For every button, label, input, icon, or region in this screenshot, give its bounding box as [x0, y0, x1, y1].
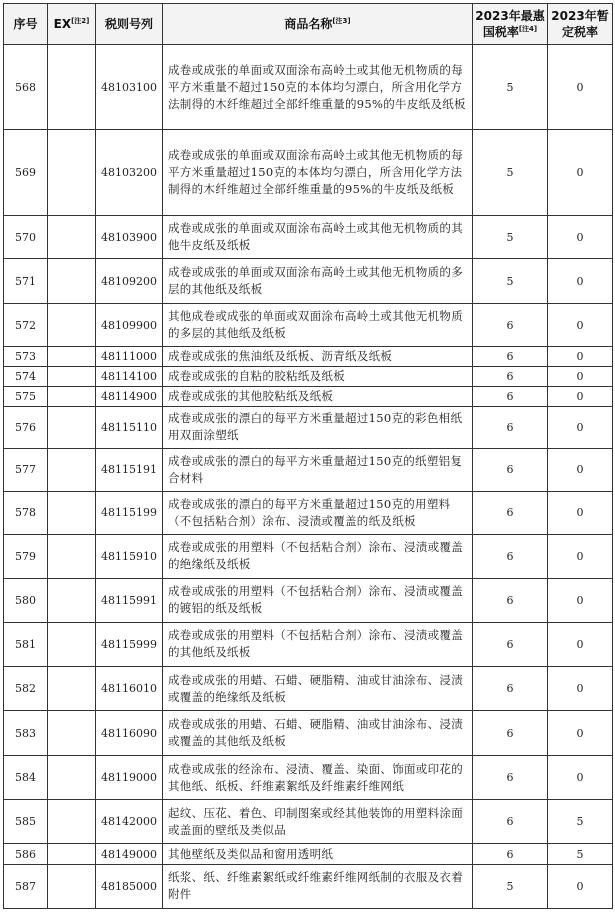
cell-code: 48142000: [96, 800, 163, 844]
cell-temp-rate: 0: [548, 534, 613, 578]
cell-ex: [48, 756, 96, 800]
cell-temp-rate: 0: [548, 711, 613, 756]
cell-code: 48119000: [96, 756, 163, 800]
cell-mfn-rate: 6: [473, 800, 548, 844]
cell-temp-rate: 0: [548, 130, 613, 216]
table-row: [4, 800, 613, 844]
table-row: [4, 304, 613, 347]
cell-mfn-rate: 6: [473, 347, 548, 366]
cell-seq: 586: [4, 844, 48, 864]
table-row: [4, 666, 613, 710]
cell-seq: 570: [4, 216, 48, 259]
cell-mfn-rate: 6: [473, 844, 548, 864]
table-row: [4, 216, 613, 259]
cell-ex: [48, 622, 96, 666]
cell-name: 成卷或成张的漂白的每平方米重量超过150克的彩色相纸用双面涂塑纸: [163, 406, 473, 448]
cell-ex: [48, 864, 96, 908]
header-mfn-rate: 2023年最惠 国税率[注4]: [473, 4, 548, 45]
table-row: [4, 844, 613, 864]
cell-seq: 587: [4, 864, 48, 908]
cell-code: 48115910: [96, 534, 163, 578]
cell-name: 成卷或成张的用塑料（不包括粘合剂）涂布、浸渍或覆盖的绝缘纸及纸板: [163, 534, 473, 578]
cell-name: 成卷或成张的用塑料（不包括粘合剂）涂布、浸渍或覆盖的其他纸及纸板: [163, 622, 473, 666]
cell-code: 48109200: [96, 259, 163, 304]
cell-temp-rate: 0: [548, 387, 613, 406]
cell-temp-rate: 0: [548, 448, 613, 491]
cell-mfn-rate: 6: [473, 406, 548, 448]
cell-code: 48103100: [96, 45, 163, 130]
cell-seq: 582: [4, 666, 48, 710]
cell-temp-rate: 0: [548, 756, 613, 800]
header-code: 税则号列: [96, 4, 163, 45]
table-row: [4, 448, 613, 491]
cell-ex: [48, 259, 96, 304]
cell-temp-rate: 0: [548, 406, 613, 448]
cell-temp-rate: 0: [548, 45, 613, 130]
cell-temp-rate: 0: [548, 347, 613, 366]
cell-mfn-rate: 6: [473, 666, 548, 710]
table-row: [4, 711, 613, 756]
cell-name: 成卷或成张的单面或双面涂布高岭土或其他无机物质的其他牛皮纸及纸板: [163, 216, 473, 259]
cell-code: 48115110: [96, 406, 163, 448]
cell-seq: 573: [4, 347, 48, 366]
cell-name: 纸浆、纸、纤维素絮纸或纤维素纤维网纸制的衣服及衣着附件: [163, 864, 473, 908]
cell-code: 48111000: [96, 347, 163, 366]
table-row: [4, 45, 613, 130]
cell-seq: 569: [4, 130, 48, 216]
cell-seq: 568: [4, 45, 48, 130]
cell-mfn-rate: 5: [473, 259, 548, 304]
cell-temp-rate: 0: [548, 666, 613, 710]
cell-mfn-rate: 6: [473, 711, 548, 756]
cell-code: 48149000: [96, 844, 163, 864]
cell-temp-rate: 5: [548, 800, 613, 844]
cell-code: 48114900: [96, 387, 163, 406]
cell-temp-rate: 0: [548, 216, 613, 259]
table-row: [4, 578, 613, 622]
cell-name: 成卷或成张的用塑料（不包括粘合剂）涂布、浸渍或覆盖的镀铝的纸及纸板: [163, 578, 473, 622]
cell-code: 48103200: [96, 130, 163, 216]
cell-mfn-rate: 6: [473, 304, 548, 347]
cell-code: 48103900: [96, 216, 163, 259]
table-body: [4, 45, 613, 909]
cell-ex: [48, 844, 96, 864]
cell-ex: [48, 491, 96, 534]
cell-temp-rate: 0: [548, 578, 613, 622]
table-row: [4, 347, 613, 366]
cell-code: 48185000: [96, 864, 163, 908]
cell-seq: 575: [4, 387, 48, 406]
cell-mfn-rate: 6: [473, 578, 548, 622]
cell-code: 48109900: [96, 304, 163, 347]
cell-seq: 571: [4, 259, 48, 304]
cell-ex: [48, 578, 96, 622]
cell-name: 成卷或成张的经涂布、浸渍、覆盖、染面、饰面或印花的其他纸、纸板、纤维素絮纸及纤维素纤维网纸: [163, 756, 473, 800]
cell-mfn-rate: 6: [473, 366, 548, 386]
cell-temp-rate: 0: [548, 622, 613, 666]
cell-mfn-rate: 5: [473, 864, 548, 908]
cell-ex: [48, 387, 96, 406]
cell-ex: [48, 45, 96, 130]
cell-ex: [48, 347, 96, 366]
table-row: [4, 259, 613, 304]
cell-temp-rate: 0: [548, 491, 613, 534]
cell-name: 成卷或成张的漂白的每平方米重量超过150克的纸塑铝复合材料: [163, 448, 473, 491]
cell-mfn-rate: 6: [473, 387, 548, 406]
table-row: [4, 622, 613, 666]
cell-code: 48115999: [96, 622, 163, 666]
cell-name: 成卷或成张的其他胶粘纸及纸板: [163, 387, 473, 406]
cell-ex: [48, 448, 96, 491]
cell-ex: [48, 366, 96, 386]
cell-seq: 581: [4, 622, 48, 666]
cell-seq: 580: [4, 578, 48, 622]
cell-seq: 572: [4, 304, 48, 347]
cell-code: 48115199: [96, 491, 163, 534]
cell-name: 成卷或成张的焦油纸及纸板、沥青纸及纸板: [163, 347, 473, 366]
cell-seq: 576: [4, 406, 48, 448]
cell-mfn-rate: 6: [473, 756, 548, 800]
cell-ex: [48, 130, 96, 216]
cell-mfn-rate: 6: [473, 622, 548, 666]
cell-mfn-rate: 6: [473, 534, 548, 578]
cell-ex: [48, 711, 96, 756]
table-row: [4, 491, 613, 534]
cell-code: 48116010: [96, 666, 163, 710]
table-row: [4, 387, 613, 406]
cell-ex: [48, 534, 96, 578]
cell-seq: 585: [4, 800, 48, 844]
cell-mfn-rate: 6: [473, 448, 548, 491]
table-row: [4, 406, 613, 448]
tariff-table: [3, 3, 613, 909]
cell-name: 其他壁纸及类似品和窗用透明纸: [163, 844, 473, 864]
cell-code: 48116090: [96, 711, 163, 756]
cell-temp-rate: 0: [548, 304, 613, 347]
header-row: [4, 4, 613, 45]
cell-seq: 578: [4, 491, 48, 534]
header-seq: 序号: [4, 4, 48, 45]
cell-code: 48115191: [96, 448, 163, 491]
cell-code: 48115991: [96, 578, 163, 622]
table-row: [4, 756, 613, 800]
cell-code: 48114100: [96, 366, 163, 386]
cell-ex: [48, 406, 96, 448]
table-row: [4, 366, 613, 386]
cell-seq: 583: [4, 711, 48, 756]
table-row: [4, 534, 613, 578]
cell-seq: 579: [4, 534, 48, 578]
header-mfn-note: [注4]: [518, 25, 538, 33]
header-name-note: [注3]: [332, 17, 351, 25]
cell-temp-rate: 0: [548, 864, 613, 908]
cell-name: 成卷或成张的自粘的胶粘纸及纸板: [163, 366, 473, 386]
cell-name: 其他成卷或成张的单面或双面涂布高岭土或其他无机物质的多层的其他纸及纸板: [163, 304, 473, 347]
cell-temp-rate: 0: [548, 366, 613, 386]
cell-mfn-rate: 6: [473, 491, 548, 534]
cell-mfn-rate: 5: [473, 45, 548, 130]
cell-name: 成卷或成张的单面或双面涂布高岭土或其他无机物质的每平方米重量不超过150克的本体均匀漂白，所含用化学方法制得的木纤维超过全部纤维重量的95%的牛皮纸及纸板: [163, 45, 473, 130]
cell-seq: 574: [4, 366, 48, 386]
cell-name: 成卷或成张的用蜡、石蜡、硬脂精、油或甘油涂布、浸渍或覆盖的绝缘纸及纸板: [163, 666, 473, 710]
cell-mfn-rate: 5: [473, 130, 548, 216]
cell-ex: [48, 800, 96, 844]
cell-name: 成卷或成张的用蜡、石蜡、硬脂精、油或甘油涂布、浸渍或覆盖的其他纸及纸板: [163, 711, 473, 756]
header-ex: EX[注2]: [48, 4, 96, 45]
cell-name: 起纹、压花、着色、印制图案或经其他装饰的用塑料涂面或盖面的壁纸及类似品: [163, 800, 473, 844]
cell-name: 成卷或成张的单面或双面涂布高岭土或其他无机物质的多层的其他纸及纸板: [163, 259, 473, 304]
cell-name: 成卷或成张的单面或双面涂布高岭土或其他无机物质的每平方米重量超过150克的本体均匀漂白，所含用化学方法制得的木纤维超过全部纤维重量的95%的牛皮纸及纸板: [163, 130, 473, 216]
cell-ex: [48, 216, 96, 259]
header-temp-rate: 2023年暂 定税率: [548, 4, 613, 45]
header-ex-note: [注2]: [71, 17, 90, 25]
cell-name: 成卷或成张的漂白的每平方米重量超过150克的用塑料（不包括粘合剂）涂布、浸渍或覆盖的纸及纸板: [163, 491, 473, 534]
cell-ex: [48, 666, 96, 710]
table-row: [4, 864, 613, 908]
cell-seq: 577: [4, 448, 48, 491]
header-name: 商品名称[注3]: [163, 4, 473, 45]
cell-mfn-rate: 5: [473, 216, 548, 259]
cell-temp-rate: 5: [548, 844, 613, 864]
cell-seq: 584: [4, 756, 48, 800]
table-row: [4, 130, 613, 216]
cell-temp-rate: 0: [548, 259, 613, 304]
cell-ex: [48, 304, 96, 347]
